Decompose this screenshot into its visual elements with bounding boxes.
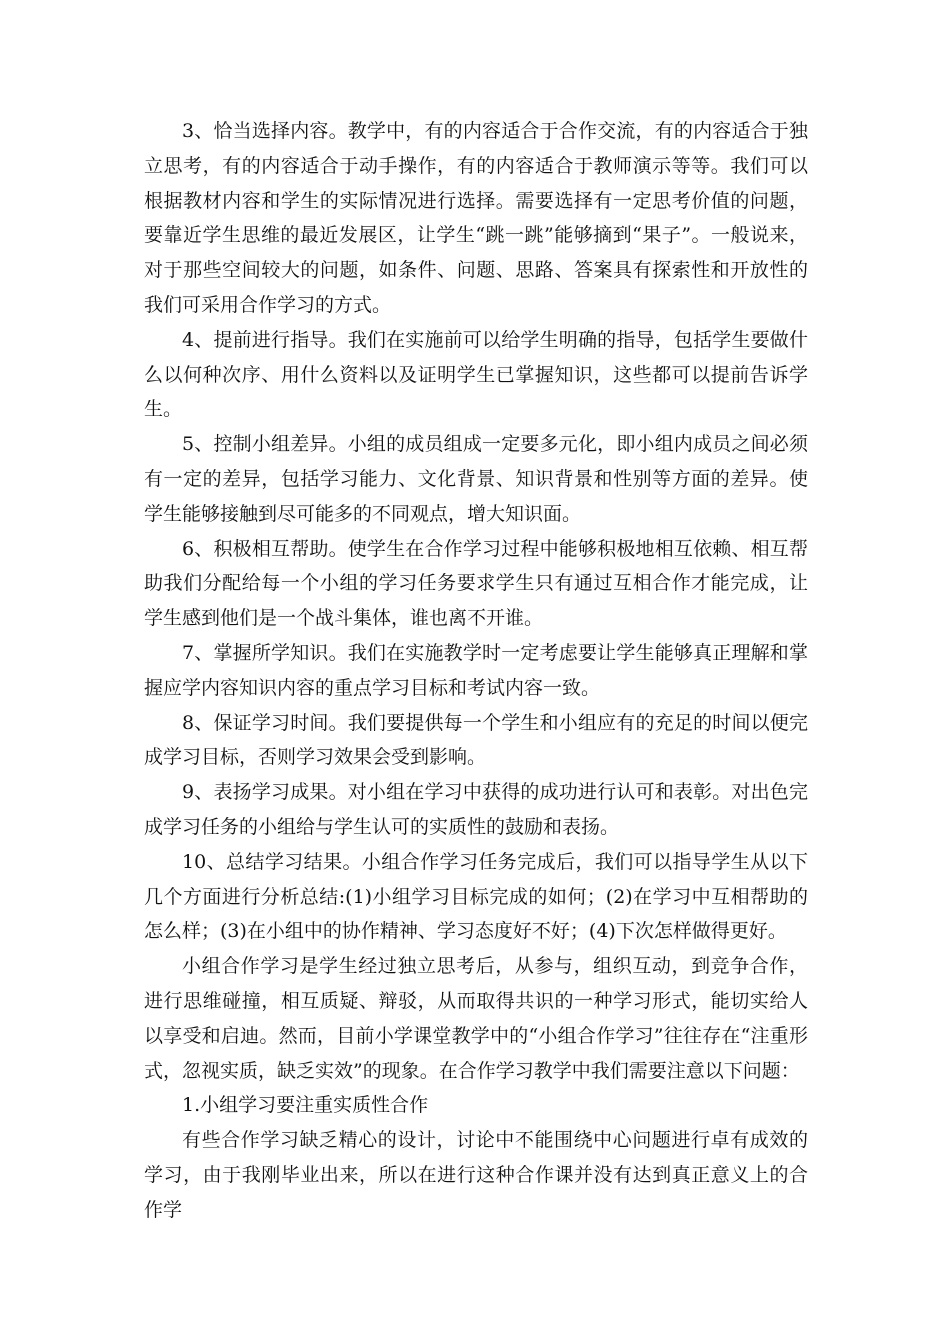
paragraph-item-9: 9、表扬学习成果。对小组在学习中获得的成功进行认可和表彰。对出色完成学习任务的小组给与学生认可的实质性的鼓励和表扬。: [144, 781, 808, 838]
paragraph-summary: 小组合作学习是学生经过独立思考后，从参与，组织互动，到竞争合作，进行思维碰撞，相互质疑、辩驳，从而取得共识的一种学习形式，能切实给人以享受和启迪。然而，目前小学课堂教学中的“小组合作学习”往往存在“注重形式，忽视实质，缺乏实效”的现象。在合作学习教学中我们需要注意以下问题：: [144, 955, 808, 1082]
paragraph-item-3: 3、恰当选择内容。教学中，有的内容适合于合作交流，有的内容适合于独立思考，有的内容适合于动手操作，有的内容适合于教师演示等等。我们可以根据教材内容和学生的实际情况进行选择。需要选择有一定思考价值的问题，要靠近学生思维的最近发展区，让学生“跳一跳”能够摘到“果子”。一般说来，对于那些空间较大的问题，如条件、问题、思路、答案具有探索性和开放性的我们可采用合作学习的方式。: [144, 120, 808, 316]
paragraph-item-4: 4、提前进行指导。我们在实施前可以给学生明确的指导，包括学生要做什么以何种次序、用什么资料以及证明学生已掌握知识，这些都可以提前告诉学生。: [144, 328, 808, 421]
paragraph-item-5: 5、控制小组差异。小组的成员组成一定要多元化，即小组内成员之间必须有一定的差异，包括学习能力、文化背景、知识背景和性别等方面的差异。使学生能够接触到尽可能多的不同观点，增大知识面。: [144, 433, 808, 525]
section-heading: 1.小组学习要注重实质性合作: [182, 1094, 429, 1117]
paragraph-item-7: 7、掌握所学知识。我们在实施教学时一定考虑要让学生能够真正理解和掌握应学内容知识内容的重点学习目标和考试内容一致。: [144, 641, 808, 699]
paragraph-item-8: 8、保证学习时间。我们要提供每一个学生和小组应有的充足的时间以便完成学习目标，否则学习效果会受到影响。: [144, 711, 808, 769]
document-body: [144, 114, 808, 1228]
paragraph-section-body: 有些合作学习缺乏精心的设计，讨论中不能围绕中心问题进行卓有成效的学习，由于我刚毕业出来，所以在进行这种合作课并没有达到真正意义上的合作学: [144, 1129, 808, 1221]
paragraph-item-10: 10、总结学习结果。小组合作学习任务完成后，我们可以指导学生从以下几个方面进行分析总结:(1)小组学习目标完成的如何；(2)在学习中互相帮助的怎么样；(3)在小组中的协作精神、学习态度好不好；(4)下次怎样做得更好。: [144, 850, 808, 943]
paragraph-item-6: 6、积极相互帮助。使学生在合作学习过程中能够积极地相互依赖、相互帮助我们分配给每一个小组的学习任务要求学生只有通过互相合作才能完成，让学生感到他们是一个战斗集体，谁也离不开谁。: [144, 537, 808, 630]
